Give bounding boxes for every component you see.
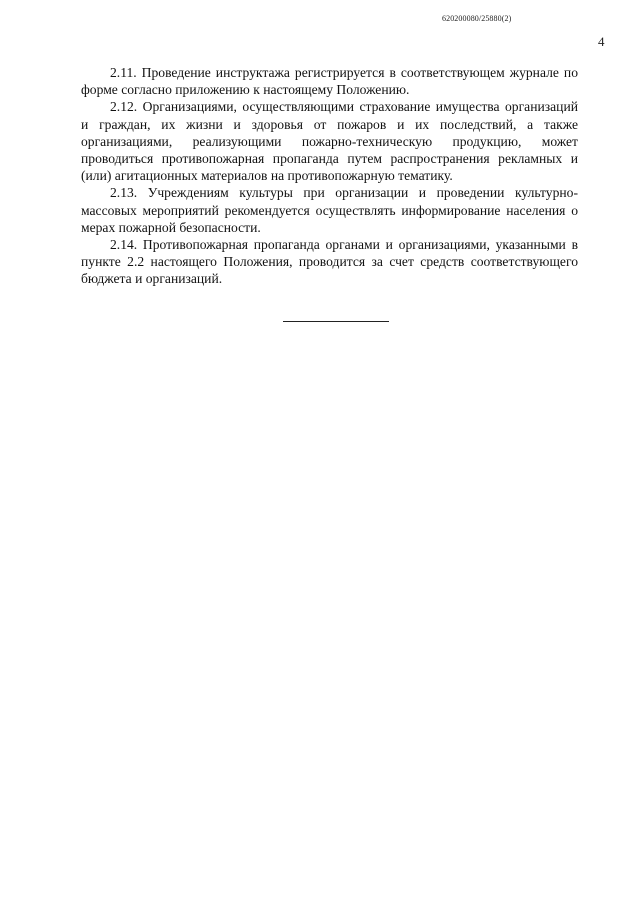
page-number: 4 bbox=[598, 34, 605, 49]
document-body bbox=[81, 64, 578, 288]
paragraph-2-14: 2.14. Противопожарная пропаганда органами и организациями, указанными в пункте 2.2 настоящего Положения, проводится за счет средств соответствующего бюджета и организаций. bbox=[81, 237, 578, 287]
paragraph-2-12: 2.12. Организациями, осуществляющими страхование имущества организаций и граждан, их жизни и здоровья от пожаров и их последствий, а также организациями, реализующими пожарно-техническую продукцию, может проводиться противопожарная пропаганда путем распространения рекламных и (или) агитационных материалов на противопожарную тематику. bbox=[81, 99, 578, 184]
paragraph-2-13: 2.13. Учреждениям культуры при организации и проведении культурно- массовых мероприятий рекомендуется осуществлять информирование населения о мерах пожарной безопасности. bbox=[81, 185, 578, 235]
paragraph-2-11: 2.11. Проведение инструктажа регистрируется в соответствующем журнале по форме согласно приложению к настоящему Положению. bbox=[81, 65, 578, 98]
document-id: 620200080/25880(2) bbox=[442, 14, 512, 23]
end-of-document-rule bbox=[283, 321, 389, 322]
